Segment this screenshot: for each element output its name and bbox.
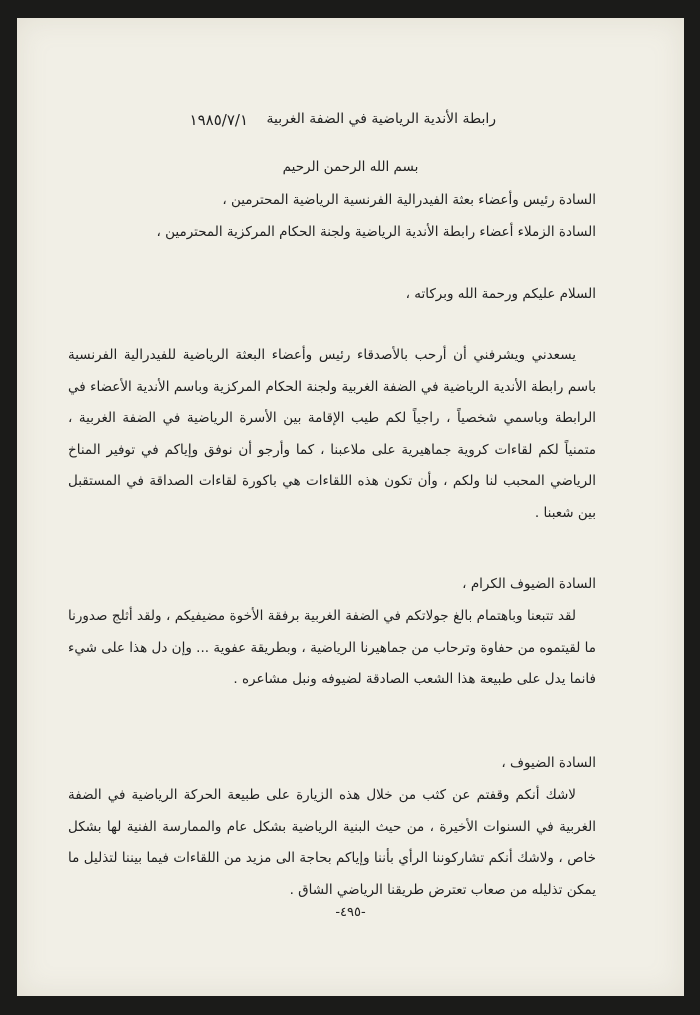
page-number: -٤٩٥- xyxy=(335,905,366,920)
document-page xyxy=(17,18,684,996)
section-heading-honored-guests: السادة الضيوف الكرام ، xyxy=(462,576,596,592)
section-heading-guests: السادة الضيوف ، xyxy=(501,755,596,771)
address-line-2: السادة الزملاء أعضاء رابطة الأندية الرياضية ولجنة الحكام المركزية المحترمين ، xyxy=(156,224,596,240)
paragraph-tour: لقد تتبعنا وباهتمام بالغ جولاتكم في الضفة الغربية برفقة الأخوة مضيفيكم ، ولقد أثلج صدورنا ما لقيتموه من حفاوة وترحاب من جماهيرنا الرياضية ، وبطريقة عفوية ... وإن دل هذا على شيء فانما يدل على طبيعة هذا الشعب الصادقة لضيوفه ونبل مشاعره . xyxy=(68,608,596,687)
greeting: السلام عليكم ورحمة الله وبركاته ، xyxy=(405,286,596,302)
address-line-1: السادة رئيس وأعضاء بعثة الفيدرالية الفرنسية الرياضية المحترمين ، xyxy=(222,192,596,208)
basmala: بسم الله الرحمن الرحيم xyxy=(282,159,419,175)
header-date: ١٩٨٥/٧/١ xyxy=(189,111,248,129)
paragraph-sports-movement: لاشك أنكم وقفتم عن كثب من خلال هذه الزيارة على طبيعة الحركة الرياضية في الضفة الغربية في السنوات الأخيرة ، من حيث البنية الرياضية بشكل عام والممارسة الفنية لها بشكل خاص ، ولاشك أنكم تشاركوننا الرأي بأننا وإياكم بحاجة الى مزيد من اللقاءات فيما بيننا لتذليل ما يمكن تذليله من صعاب تعترض طريقنا الرياضي الشاق . xyxy=(68,787,596,898)
paragraph-welcome: يسعدني ويشرفني أن أرحب بالأصدقاء رئيس وأعضاء البعثة الرياضية للفيدرالية الفرنسية باسم رابطة الأندية الرياضية في الضفة الغربية ولجنة الحكام المركزية وباسم الأندية الأعضاء في الرابطة وباسمي شخصياً ، راجياً لكم طيب الإقامة بين الأسرة الرياضية في الضفة الغربية ، متمنياً لكم لقاءات كروية جماهيرية على ملاعبنا ، كما وأرجو أن نوفق وإياكم في توفير المناخ الرياضي المحبب لنا ولكم ، وأن تكون هذه اللقاءات هي باكورة لقاءات الصداقة في المستقبل بين شعبنا . xyxy=(68,347,596,521)
header-title: رابطة الأندية الرياضية في الضفة الغربية xyxy=(266,111,496,127)
